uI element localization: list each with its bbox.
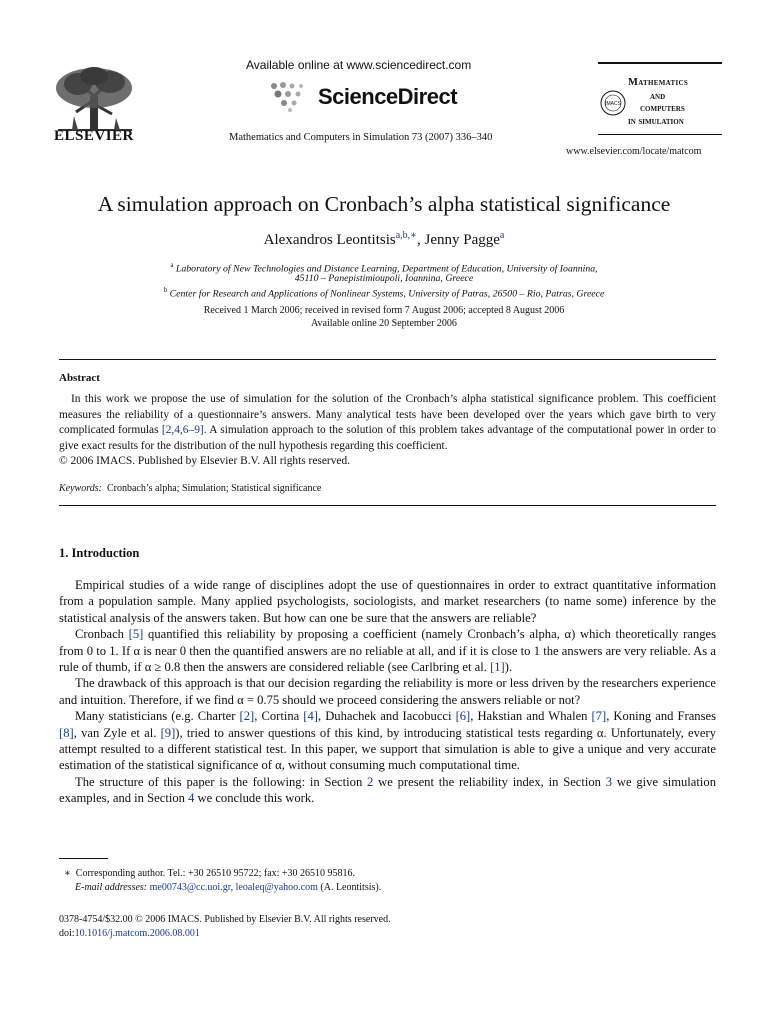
- abstract-heading: Abstract: [59, 372, 100, 384]
- doi-label: doi:: [59, 928, 75, 939]
- section-1-heading: 1. Introduction: [59, 546, 140, 560]
- author-1-affiliation-link[interactable]: a,b,∗: [395, 230, 417, 241]
- author-2-affiliation-link[interactable]: a: [499, 230, 505, 241]
- paragraph-4: [59, 708, 716, 774]
- email-separator: ,: [230, 882, 236, 893]
- affiliation-b-text: Center for Research and Applications of Nonlinear Systems, University of Patras, 26500 – Rio, Patras, Greece: [169, 288, 605, 300]
- email-2-link[interactable]: leoaleq@yahoo.com: [235, 882, 318, 893]
- article-title: A simulation approach on Cronbach’s alpha statistical significance: [97, 192, 671, 216]
- abstract-copyright: © 2006 IMACS. Published by Elsevier B.V. All rights reserved.: [59, 455, 350, 467]
- paragraph-5: [59, 774, 716, 807]
- author-separator: ,: [416, 232, 425, 248]
- journal-url-link[interactable]: www.elsevier.com/locate/matcom: [566, 146, 702, 157]
- available-online-text: Available online at www.sciencedirect.com: [246, 58, 472, 72]
- journal-logo-line-4: in simulation: [628, 116, 684, 127]
- ref-7-link[interactable]: [7]: [591, 709, 607, 724]
- ref-6-link[interactable]: [6]: [455, 709, 471, 724]
- affiliation-a-line-2: 45110 – Panepistimioupoli, Ioannina, Greece: [294, 273, 474, 284]
- journal-logo-line-2: and: [650, 91, 666, 102]
- abstract-refs-link[interactable]: [2,4,6–9]: [161, 424, 204, 437]
- p4-text-c: , Duhachek and Iacobucci: [317, 709, 456, 724]
- p4-text-b: , Cortina: [254, 709, 304, 724]
- p5-text-b: we present the reliability index, in Section: [373, 774, 606, 789]
- paragraph-2: [59, 626, 716, 675]
- imacs-seal-icon: [600, 90, 626, 116]
- p2-text-b: quantified this reliability by proposing a coefficient (namely Cronbach’s alpha, α) which theoretically ranges from 0 to 1. If α is near 0 then the quantified answers are no reliable at all, and if it is close to 1 the answers are very reliable. As a rule of thumb, if α ≥ 0.8 then the answers are considered reliable (see Carlbring et al.: [59, 627, 716, 675]
- divider-top: [59, 359, 716, 360]
- footnote-mark: ∗: [64, 868, 71, 879]
- abstract-text: [59, 392, 716, 454]
- footnote-corresponding-text: Corresponding author. Tel.: +30 26510 95722; fax: +30 26510 95816.: [75, 868, 356, 879]
- issn-line: 0378-4754/$32.00 © 2006 IMACS. Published by Elsevier B.V. All rights reserved.: [59, 914, 391, 925]
- author-1-name: Alexandros Leontitsis: [263, 232, 396, 248]
- author-line: [0, 230, 768, 249]
- journal-citation: Mathematics and Computers in Simulation 73 (2007) 336–340: [229, 132, 493, 143]
- imacs-seal-text: IMACS: [605, 101, 621, 107]
- p4-text-g: ), tried to answer questions of this kind, by introducing statistical tests regarding α. Unfortunately, every attempt resulted to a different statistical test. In this paper, we support that simulation is able to give a unique and very accurate estimation of the statistical significance of α, without consuming much computational time.: [59, 725, 716, 773]
- section-4-link[interactable]: 4: [188, 791, 195, 806]
- p4-text-d: , Hakstian and Whalen: [470, 709, 592, 724]
- ref-9-link[interactable]: [9]: [160, 725, 176, 740]
- affiliation-a-mark: a: [170, 261, 174, 269]
- footnote-corresponding: [64, 868, 355, 879]
- ref-5-link[interactable]: [5]: [128, 627, 144, 642]
- email-1-link[interactable]: me00743@cc.uoi.gr: [149, 882, 231, 893]
- doi-link[interactable]: 10.1016/j.matcom.2006.08.001: [74, 928, 200, 939]
- sciencedirect-dots-icon: [268, 80, 316, 112]
- footnote-rule: [59, 858, 108, 859]
- section-1-body: [59, 577, 716, 807]
- email-label: E-mail addresses:: [75, 882, 148, 893]
- journal-logo-line-3: computers: [640, 103, 685, 114]
- keywords-text: Cronbach’s alpha; Simulation; Statistical significance: [106, 483, 322, 494]
- paragraph-3: The drawback of this approach is that our decision regarding the reliability is more or less driven by the researchers experience and intuition. Therefore, if we find α = 0.75 should we proceed considering the answers reliable or not?: [59, 676, 716, 707]
- sciencedirect-logo-text: ScienceDirect: [318, 84, 458, 109]
- p4-text-e: , Koning and Franses: [606, 709, 716, 724]
- section-2-link[interactable]: 2: [367, 774, 374, 789]
- p5-text-c: we give simulation examples, and in Section: [59, 774, 716, 806]
- affiliation-b-mark: b: [163, 286, 168, 294]
- email-tail: (A. Leontitsis).: [317, 882, 382, 893]
- ref-4-link[interactable]: [4]: [303, 709, 318, 724]
- ref-1-link[interactable]: [1]: [490, 660, 505, 675]
- footnote-emails: [75, 882, 381, 893]
- doi-line: [59, 928, 200, 939]
- author-2-name: Jenny Pagge: [424, 232, 500, 248]
- p5-text-d: we conclude this work.: [194, 791, 315, 806]
- received-dates: Received 1 March 2006; received in revised form 7 August 2006; accepted 8 August 2006: [203, 305, 565, 316]
- publisher-name: ELSEVIER: [54, 128, 134, 144]
- ref-8-link[interactable]: [8]: [59, 725, 74, 740]
- section-3-link[interactable]: 3: [605, 774, 613, 789]
- p4-text-f: , van Zyle et al.: [73, 725, 161, 740]
- journal-logo-rule-bottom: [598, 134, 722, 135]
- keywords-label: Keywords:: [59, 483, 102, 494]
- journal-logo-rule-top: [598, 62, 722, 64]
- available-online-date: Available online 20 September 2006: [311, 318, 457, 329]
- journal-logo-line-1: Mathematics: [628, 77, 689, 88]
- p5-text-a: The structure of this paper is the following: in Section: [75, 774, 368, 789]
- p2-text-c: ).: [504, 660, 513, 675]
- ref-2-link[interactable]: [2]: [239, 709, 255, 724]
- p2-text-a: Cronbach: [75, 627, 129, 642]
- p4-text-a: Many statisticians (e.g. Charter: [75, 709, 240, 724]
- abstract-text-part-2: . A simulation approach to the solution of this problem takes advantage of the computational power in order to give exact results for the distribution of the null hypothesis regarding this coefficient.: [59, 424, 716, 452]
- affiliation-b: [0, 286, 768, 299]
- abstract-text-part-1: In this work we propose the use of simulation for the solution of the Cronbach’s alpha statistical significance problem. This coefficient measures the reliability of a questionnaire’s answers. Many analytical tests have been developed over the years which gave birth to very complicated formulas: [59, 393, 716, 437]
- paragraph-1: Empirical studies of a wide range of disciplines adopt the use of questionnaires in order to extract quantitative information from a population sample. Many applied psychologists, sociologists, and market researchers (to name some) inference by the statistical analysis of the answers taken. But how can one be sure that the answers are reliable?: [59, 578, 716, 625]
- keywords-line: [59, 483, 321, 494]
- affiliation-a-text: Laboratory of New Technologies and Distance Learning, Department of Education, University of Ioannina,: [175, 263, 598, 275]
- divider-bottom: [59, 505, 716, 506]
